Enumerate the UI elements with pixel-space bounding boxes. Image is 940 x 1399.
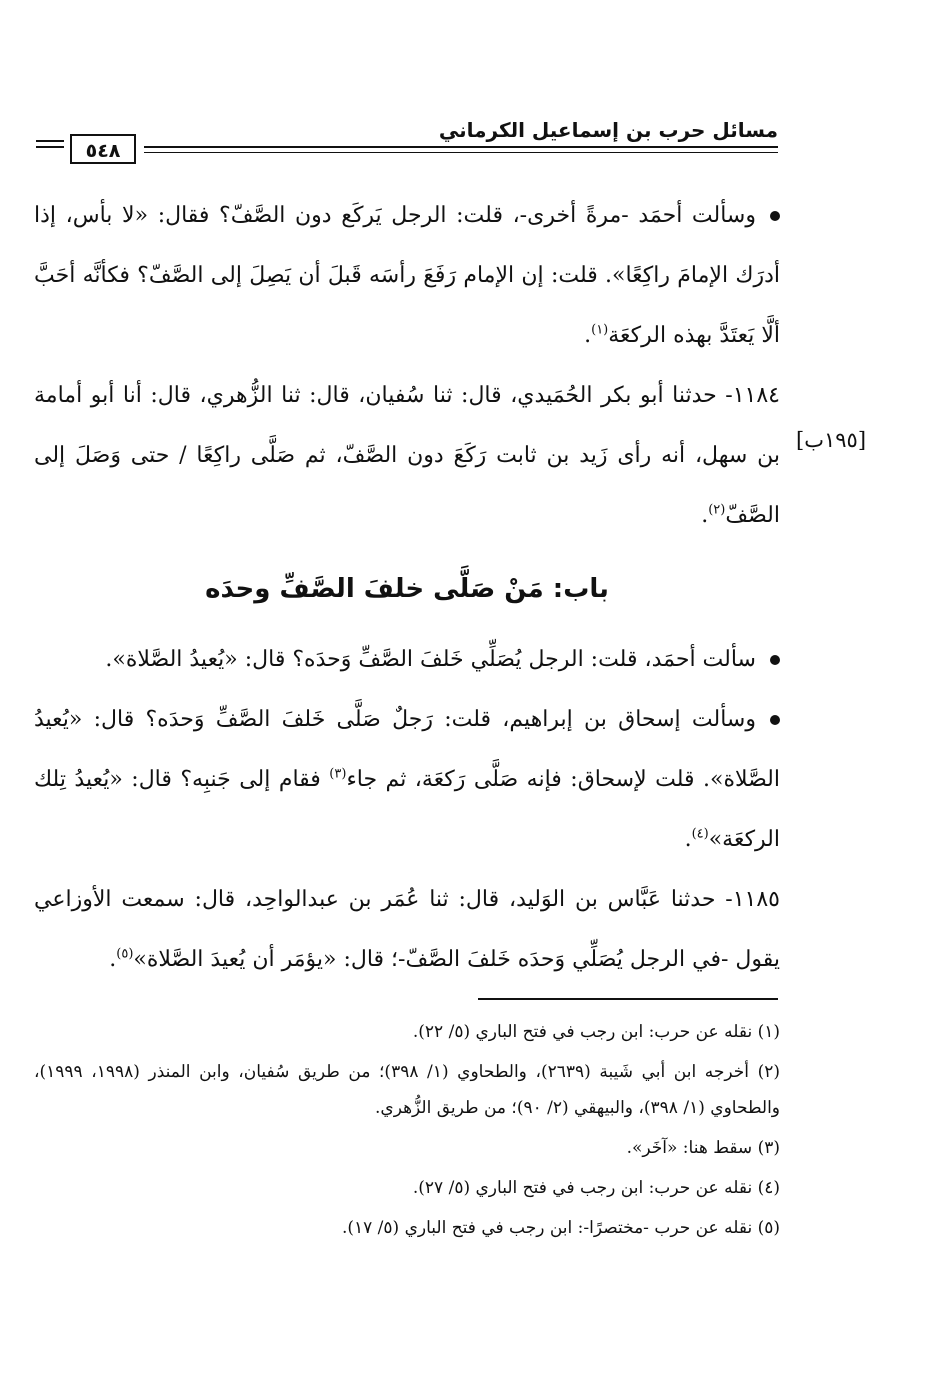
footnote-ref: (٣) bbox=[329, 766, 347, 782]
footnote: (٤) نقله عن حرب: ابن رجب في فتح الباري (٥/ ٢٧). bbox=[412, 1178, 780, 1198]
paragraph: ١١٨٥- حدثنا عَبَّاس بن الوَليد، قال: ثنا عُمَر بن عبدالواحِد، قال: سمعت الأوزاعي يقول -في الرجل يُصَلِّي وَحدَه خَلفَ الصَّفّ-؛ قال: «يؤمَر أن يُعيدَ الصَّلاة»$^{(٥)}$. bbox=[34, 887, 780, 972]
footnote-ref: (٥) bbox=[116, 946, 134, 962]
header-ornament bbox=[36, 140, 64, 152]
footnote: (٢) أخرجه ابن أبي شَيبة (٢٦٣٩)، والطحاوي (١/ ٣٩٨)؛ من طريق سُفيان، وابن المنذر (١٩٩٨، ١٩٩٩)، والطحاوي (١/ ٣٩٨)، والبيهقي (٢/ ٩٠)؛ من طريق الزُّهري. bbox=[34, 1062, 781, 1118]
footnote-ref: (٢) bbox=[708, 502, 726, 518]
bullet-icon bbox=[770, 655, 780, 665]
main-text bbox=[34, 186, 780, 990]
footnote: (٣) سقط هنا: «آخَر». bbox=[626, 1138, 780, 1158]
page-header bbox=[26, 108, 778, 162]
footnote-separator bbox=[478, 998, 778, 1000]
footnotes bbox=[34, 1014, 780, 1250]
footnote-ref: (٤) bbox=[691, 826, 709, 842]
paragraph: وسألت أحمَد -مرةً أخرى-، قلت: الرجل يَركَع دون الصَّفّ؟ فقال: «لا بأس، إذا أدرَك الإمامَ راكِعًا». قلت: إن الإمام رَفَعَ رأسَه قَبلَ أن يَصِلَ إلى الصَّفّ؟ فكأنَّه أحَبَّ ألَّا يَعتَدَّ بهذه الركعَة$^{(١)}$. bbox=[34, 203, 780, 348]
bullet-icon bbox=[770, 715, 780, 725]
paragraph: وسألت إسحاق بن إبراهيم، قلت: رَجلٌ صَلَّى خَلفَ الصَّفِّ وَحدَه؟ قال: «يُعيدُ الصَّلاة». قلت لإسحاق: فإنه صَلَّى رَكعَة، ثم جاء$^{(٣)}$ فقام إلى جَنبِه؟ قال: «يُعيدُ تِلك الركعَة»$^{(٤)}$. bbox=[34, 707, 780, 852]
manuscript-folio-note: [١٩٥ب] bbox=[796, 428, 867, 452]
bullet-icon bbox=[770, 211, 780, 221]
header-rule bbox=[144, 146, 778, 148]
paragraph: ١١٨٤- حدثنا أبو بكر الحُمَيدي، قال: ثنا سُفيان، قال: ثنا الزُّهري، قال: أنا أبو أمامة بن سهل، أنه رأى زَيد بن ثابت رَكَعَ دون الصَّفّ، ثم صَلَّى راكِعًا / حتى وَصَلَ إلى الصَّفّ$^{(٢)}$. bbox=[34, 383, 780, 528]
footnote: (٥) نقله عن حرب -مختصرًا-: ابن رجب في فتح الباري (٥/ ١٧). bbox=[341, 1218, 780, 1238]
header-rule-thin bbox=[144, 152, 778, 153]
footnote-ref: (١) bbox=[591, 322, 609, 338]
footnote: (١) نقله عن حرب: ابن رجب في فتح الباري (٥/ ٢٢). bbox=[412, 1022, 780, 1042]
running-title: مسائل حرب بن إسماعيل الكرماني bbox=[438, 118, 778, 142]
paragraph: سألت أحمَد، قلت: الرجل يُصَلِّي خَلفَ الصَّفِّ وَحدَه؟ قال: «يُعيدُ الصَّلاة». bbox=[34, 630, 780, 690]
section-heading: باب: مَنْ صَلَّى خلفَ الصَّفِّ وحدَه bbox=[205, 574, 609, 604]
page-number: ٥٤٨ bbox=[70, 134, 136, 164]
